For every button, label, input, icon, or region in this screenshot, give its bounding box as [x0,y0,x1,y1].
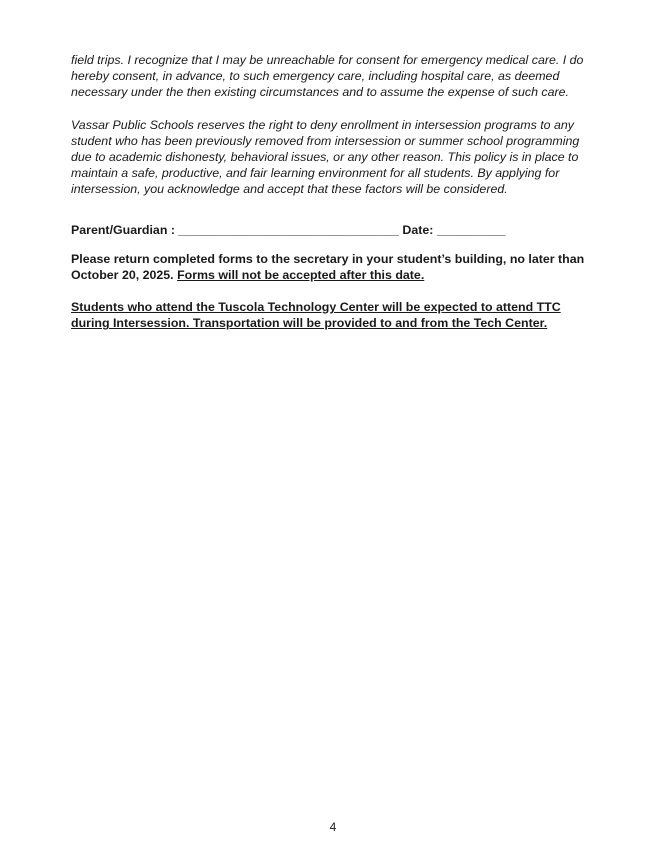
return-notice [71,251,591,283]
signature-line [71,222,591,238]
policy-paragraph: Vassar Public Schools reserves the right to deny enrollment in intersession programs to any student who has been previously removed from intersession or summer school programming due to academic dishonesty, behavioral issues, or any other reason. This policy is in place to maintain a safe, productive, and fair learning environment for all students. By applying for intersession, you acknowledge and accept that these factors will be considered. [71,117,580,197]
date-blank: __________ [436,222,506,237]
parent-guardian-blank: ________________________________ [178,222,399,237]
consent-paragraph: field trips. I recognize that I may be unreachable for consent for emergency medical care. I do hereby consent, in advance, to such emergency care, including hospital care, as deemed necessary under the then existing circumstances and to assume the expense of such care. [71,53,584,100]
page-number: 4 [329,820,337,834]
date-label: Date: [402,222,434,237]
return-notice-deadline-emphasis: Forms will not be accepted after this date. [177,268,425,283]
parent-guardian-label: Parent/Guardian : [71,222,175,237]
page-content [71,52,591,332]
ttc-notice: Students who attend the Tuscola Technology Center will be expected to attend TTC during Intersession. Transportation will be provided to and from the Tech Center. [71,300,561,331]
return-notice-text: Please return completed forms to the secretary in your student’s building, no later than October 20, 2025. [71,251,585,283]
